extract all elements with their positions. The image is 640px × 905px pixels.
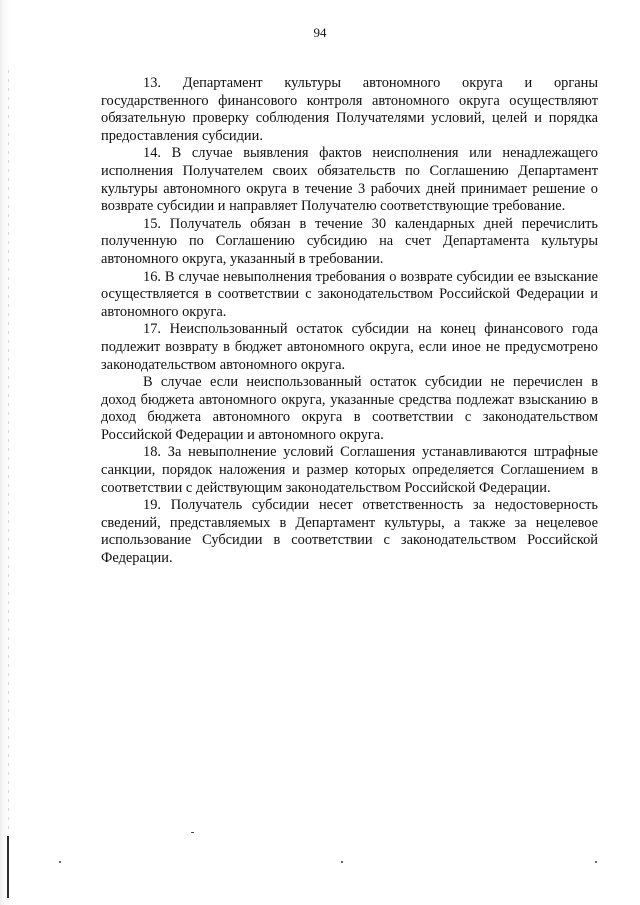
document-body [101, 75, 598, 568]
scan-speck [191, 832, 194, 833]
paragraph-19: 19. Получатель субсидии несет ответственность за недостоверность сведений, представляемых в Департамент культуры, а также за нецелевое использование Субсидии в соответствии с законодательством Российской Федерации. [101, 497, 598, 567]
paragraph-18: 18. За невыполнение условий Соглашения устанавливаются штрафные санкции, порядок наложения и размер которых определяется Соглашением в соответствии с действующим законодательством Российской Федерации. [101, 444, 598, 496]
page-number: 94 [313, 25, 327, 40]
paragraph-13: 13. Департамент культуры автономного округа и органы государственного финансового контроля автономного округа осуществляют обязательную проверку соблюдения Получателями условий, целей и порядка предоставления субсидии. [101, 75, 598, 144]
paragraph-15: 15. Получатель обязан в течение 30 календарных дней перечислить полученную по Соглашению субсидию на счет Департамента культуры автономного округа, указанный в требовании. [101, 215, 598, 267]
scan-speck [595, 861, 597, 863]
scan-speck [341, 861, 343, 863]
scan-edge-shadow [0, 0, 14, 905]
paragraph-16: 16. В случае невыполнения требования о возврате субсидии ее взыскание осуществляется в соответствии с законодательством Российской Федерации и автономного округа. [101, 268, 598, 320]
paragraph-14: 14. В случае выявления фактов неисполнения или ненадлежащего исполнения Получателем своих обязательств по Соглашению Департамент культуры автономного округа в течение 3 рабочих дней принимает решение о возврате субсидии и направляет Получателю соответствующие требование. [101, 145, 598, 215]
scan-speck [59, 861, 61, 863]
paragraph-17: 17. Неиспользованный остаток субсидии на конец финансового года подлежит возврату в бюджет автономного округа, если иное не предусмотрено законодательством автономного округа. [101, 321, 598, 373]
scan-edge-mark [7, 836, 9, 898]
paragraph-17-continued: В случае если неиспользованный остаток субсидии не перечислен в доход бюджета автономного округа, указанные средства подлежат взысканию в доход бюджета автономного округа в соответствии с законодательством Российской Федерации и автономного округа. [101, 374, 598, 443]
